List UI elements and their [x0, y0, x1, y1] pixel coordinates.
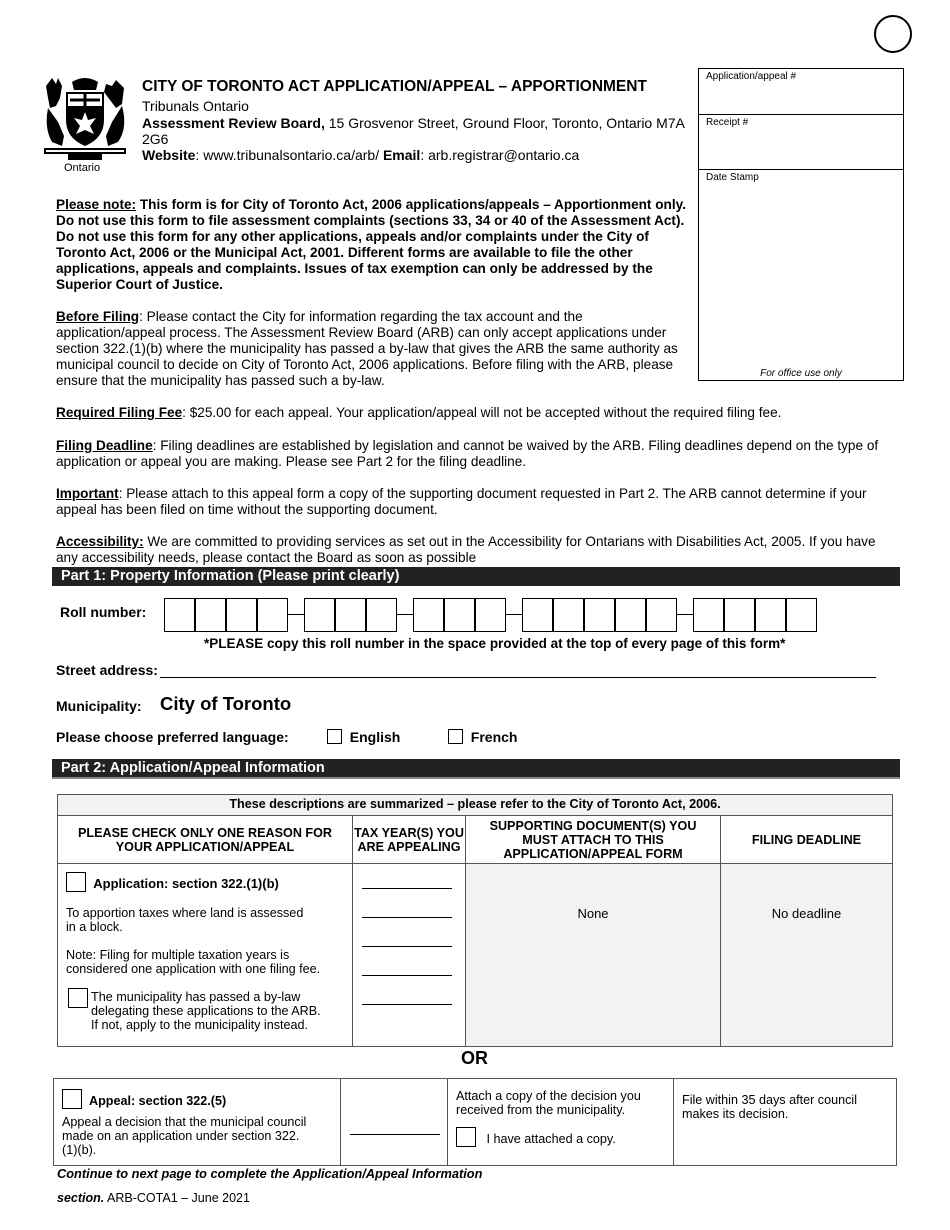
- appeal-option[interactable]: Appeal: section 322.(5): [62, 1089, 332, 1109]
- board-contact: Website: www.tribunalsontario.ca/arb/ Email: arb.registrar@ontario.ca: [142, 147, 580, 163]
- filing-fee-paragraph: Required Filing Fee: $25.00 for each appeal. Your application/appeal will not be accepted without the required filing fee.: [56, 405, 782, 420]
- language-french-option[interactable]: French: [448, 729, 517, 745]
- municipality-label: Municipality:: [56, 698, 142, 714]
- attached-copy-option[interactable]: I have attached a copy.: [456, 1127, 665, 1147]
- table-summary: These descriptions are summarized – please refer to the City of Toronto Act, 2006.: [58, 795, 893, 816]
- application-reason-cell: [58, 864, 353, 1047]
- board-address: Assessment Review Board, 15 Grosvenor Street, Ground Floor, Toronto, Ontario M7A: [142, 115, 685, 131]
- date-stamp-field[interactable]: Date Stamp: [706, 172, 759, 183]
- website-link[interactable]: : www.tribunalsontario.ca/arb/: [195, 147, 383, 163]
- accessibility-paragraph: Accessibility: We are committed to providing services as set out in the Accessibility for Ontarians with Disabilities Act, 2005. If you have any accessibility needs, please contact the Board as soon as possible: [56, 534, 876, 565]
- roll-number-note: *PLEASE copy this roll number in the space provided at the top of every page of this form*: [204, 636, 786, 651]
- board-address-postal: 2G6: [142, 131, 169, 147]
- part1-heading: Part 1: Property Information (Please print clearly): [52, 567, 900, 586]
- continue-note: Continue to next page to complete the Application/Appeal Information: [57, 1166, 483, 1181]
- application-description: To apportion taxes where land is assessed in a block.: [66, 906, 304, 934]
- bylaw-option[interactable]: The municipality has passed a by-law delegating these applications to the ARB. If not, apply to the municipality instead.: [66, 990, 331, 1032]
- tax-year-input-5[interactable]: [362, 1004, 452, 1005]
- appeal-checkbox[interactable]: [62, 1089, 82, 1109]
- application-checkbox[interactable]: [66, 872, 86, 892]
- tax-year-input-1[interactable]: [362, 888, 452, 889]
- application-number-field[interactable]: Application/appeal #: [699, 69, 903, 115]
- language-label: Please choose preferred language:: [56, 729, 289, 745]
- email-link[interactable]: : arb.registrar@ontario.ca: [420, 147, 580, 163]
- english-checkbox[interactable]: [327, 729, 342, 744]
- street-address-input[interactable]: [160, 677, 876, 678]
- appeal-document-cell: [448, 1079, 674, 1166]
- appeal-document: Attach a copy of the decision you received from the municipality.: [456, 1089, 641, 1117]
- application-note: Note: Filing for multiple taxation years is considered one application with one filing fee.: [66, 948, 321, 976]
- tax-year-input-4[interactable]: [362, 975, 452, 976]
- col-deadline-header: FILING DEADLINE: [721, 816, 893, 864]
- appeal-table: [53, 1078, 897, 1166]
- form-id-footer: section. ARB-COTA1 – June 2021: [57, 1191, 250, 1205]
- col-tax-year-header: TAX YEAR(S) YOU ARE APPEALING: [353, 816, 466, 864]
- tax-year-input-2[interactable]: [362, 917, 452, 918]
- or-separator: OR: [461, 1048, 488, 1068]
- bylaw-checkbox[interactable]: [68, 988, 88, 1008]
- application-deadline: No deadline: [721, 864, 893, 1047]
- office-use-note: For office use only: [760, 368, 842, 379]
- part2-heading: Part 2: Application/Appeal Information: [52, 759, 900, 779]
- form-title: CITY OF TORONTO ACT APPLICATION/APPEAL – APPORTIONMENT: [142, 78, 647, 95]
- application-document: None: [466, 864, 721, 1047]
- street-address-label: Street address:: [56, 662, 158, 678]
- roll-number-label: Roll number:: [60, 604, 147, 620]
- filing-deadline-paragraph: Filing Deadline: Filing deadlines are established by legislation and cannot be waived by the ARB. Filing deadlines depend on the type of application or appeal you are making. Please see Part 2 for the filing deadline.: [56, 438, 879, 469]
- before-filing-paragraph: Before Filing: Please contact the City for information regarding the tax account and the application/appeal process. The Assessment Review Board (ARB) can only accept applications under section 322.(1)(b) where the municipality has passed a by-law that gives the ARB the same authority as municipal council to decide on City of Toronto Act, 2006 applications. Before filing with the ARB, please ensure that the municipality has passed such a by-law.: [56, 309, 678, 388]
- tax-year-input-3[interactable]: [362, 946, 452, 947]
- col-documents-header: SUPPORTING DOCUMENT(S) YOU MUST ATTACH TO THIS APPLICATION/APPEAL FORM: [466, 816, 721, 864]
- application-option[interactable]: Application: section 322.(1)(b): [66, 872, 344, 892]
- tax-years-cell: [353, 864, 466, 1047]
- logo-caption: Ontario: [64, 162, 101, 174]
- receipt-number-field[interactable]: Receipt #: [699, 115, 903, 170]
- language-english-option[interactable]: English: [327, 729, 400, 745]
- municipality-value: City of Toronto: [160, 693, 292, 714]
- appeal-tax-year-input[interactable]: [350, 1134, 440, 1135]
- french-checkbox[interactable]: [448, 729, 463, 744]
- attached-copy-checkbox[interactable]: [456, 1127, 476, 1147]
- org-name: Tribunals Ontario: [142, 98, 249, 114]
- appeal-description: Appeal a decision that the municipal council made on an application under section 322.(1)(b).: [62, 1115, 307, 1157]
- application-table: [57, 794, 893, 1047]
- important-paragraph: Important: Please attach to this appeal form a copy of the supporting document requested in Part 2. The ARB cannot determine if your appeal has been filed on time without the supporting document.: [56, 486, 867, 517]
- please-note-paragraph: Please note: This form is for City of Toronto Act, 2006 applications/appeals – Apportionment only. Do not use this form to file assessment complaints (sections 33, 34 or 40 of the Assessment Act). Do not use this form for any other applications, appeals and/or complaints under the City of Toronto Act, 2006 or the Municipal Act, 2001. Different forms are available to file the other applications, appeals and complaints. Issues of tax exemption can only be addressed by the Superior Court of Justice.: [56, 197, 686, 292]
- appeal-reason-cell: [54, 1079, 341, 1166]
- appeal-tax-year-cell: [341, 1079, 448, 1166]
- appeal-deadline: File within 35 days after council makes its decision.: [674, 1079, 897, 1166]
- col-reason-header: PLEASE CHECK ONLY ONE REASON FOR YOUR APPLICATION/APPEAL: [58, 816, 353, 864]
